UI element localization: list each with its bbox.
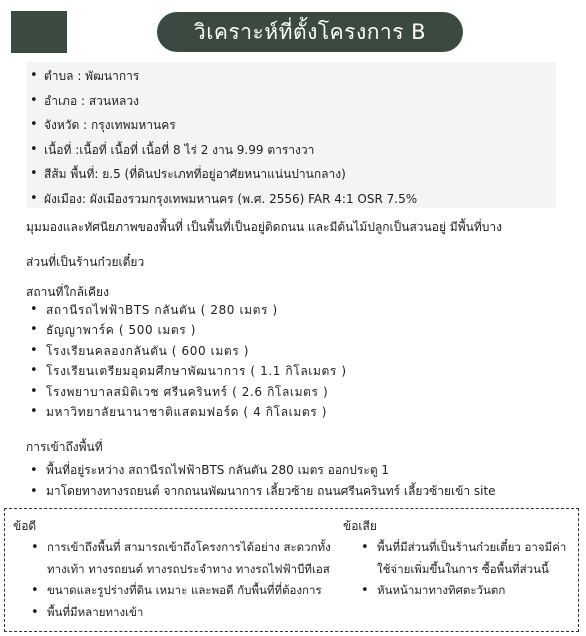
nearby-heading: สถานที่ใกล้เคียง [26,285,109,299]
nearby-list [30,300,347,422]
access-heading: การเข้าถึงพื้นที่ [26,440,103,454]
list-item: • หันหน้ามาทางทิศตะวันตก [361,580,573,602]
info-area: • เนื้อที่ :เนื้อที่ เนื้อที่ เนื้อที่ 8 ไร่ 2 งาน 9.99 ตารางวา [30,138,417,163]
list-item: • พื้นที่มีหลายทางเข้า [31,602,349,624]
access-list [30,460,496,502]
list-item: • การเข้าถึงพื้นที่ สามารถเข้าถึงโครงการได้อย่าง สะดวกทั้งทางเท้า ทางรถยนต์ ทางรถประจำทาง ทางรถไฟฟ้าบีทีเอส [31,537,349,580]
shop-description: ส่วนที่เป็นร้านก๋วยเตี๋ยว [26,255,145,269]
site-info-list [30,64,417,212]
info-city-plan: • ผังเมือง: ผังเมืองรวมกรุงเทพมหานคร (พ.ศ. 2556) FAR 4:1 OSR 7.5% [30,187,417,212]
page-title: วิเคราะห์ที่ตั้งโครงการ B [157,12,463,52]
view-description: มุมมองและทัศนียภาพของพื้นที่ เป็นพื้นที่เป็นอยู่ติดถนน และมีต้นไม้ปลูกเป็นสวนอยู่ มีพื้นที่บาง [26,220,502,234]
pros-heading: ข้อดี [13,519,37,533]
list-item: • โรงเรียนคลองกลันตัน ( 600 เมตร ) [30,341,347,361]
pros-cons-box [4,508,579,632]
list-item: • มหาวิทยาลัยนานาชาติแสตมฟอร์ด ( 4 กิโลเมตร ) [30,402,347,422]
cons-heading: ข้อเสีย [343,519,377,533]
cons-list [361,537,573,602]
list-item: • ขนาดและรูปร่างที่ดิน เหมาะ และพอดี กับพื้นที่ที่ต้องการ [31,580,349,602]
list-item: • โรงเรียนเตรียมอุดมศึกษาพัฒนาการ ( 1.1 กิโลเมตร ) [30,361,347,381]
info-subdistrict: • ตำบล : พัฒนาการ [30,64,417,89]
list-item: • สถานีรถไฟฟ้าBTS กลันตัน ( 280 เมตร ) [30,300,347,320]
info-province: • จังหวัด : กรุงเทพมหานคร [30,113,417,138]
list-item: • พื้นที่อยู่ระหว่าง สถานีรถไฟฟ้าBTS กลันตัน 280 เมตร ออกประตู 1 [30,460,496,481]
decorative-block [11,11,67,53]
list-item: • โรงพยาบาลสมิติเวช ศรีนครินทร์ ( 2.6 กิโลเมตร ) [30,382,347,402]
info-district: • อำเภอ : สวนหลวง [30,89,417,114]
list-item: • มาโดยทางทางรถยนต์ จากถนนพัฒนาการ เลี้ยวซ้าย ถนนศรีนครินทร์ เลี้ยวซ้ายเข้า site [30,481,496,502]
list-item: • ธัญญาพาร์ค ( 500 เมตร ) [30,320,347,340]
info-zoning-color: • สีส้ม พื้นที่: ย.5 (ที่ดินประเภทที่อยู่อาศัยหนาแน่นปานกลาง) [30,162,417,187]
list-item: • พื้นที่มีส่วนที่เป็นร้านก๋วยเตี๋ยว อาจมีค่าใช้จ่ายเพิ่มขึ้นในการ ซื้อพื้นที่ส่วนนี้ [361,537,573,580]
pros-list [31,537,349,623]
